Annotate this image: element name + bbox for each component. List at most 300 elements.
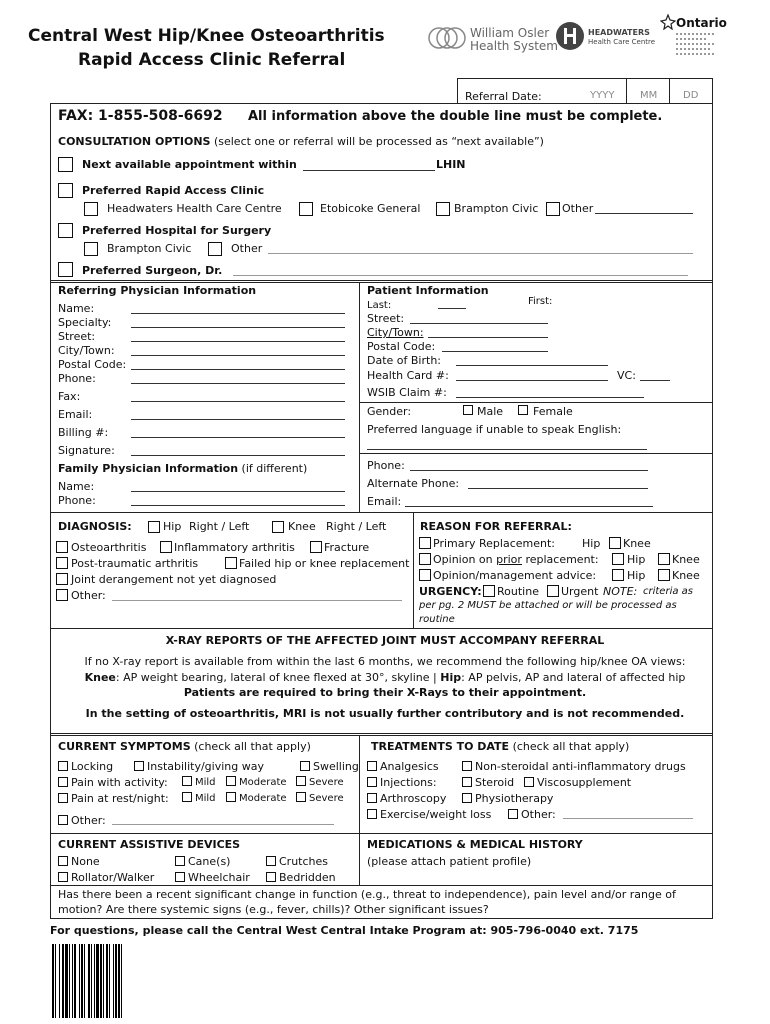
xray-line4: In the setting of osteoarthritis, MRI is not usually further contributory and is not recommended. <box>85 707 685 720</box>
assistive-crutches-checkbox[interactable] <box>266 856 276 866</box>
treatments-heading-note: (check all that apply) <box>512 740 630 753</box>
patient-postal-field[interactable] <box>442 351 548 352</box>
patient-postal-label: Postal Code: <box>367 340 436 353</box>
lhin-label: LHIN <box>436 158 466 171</box>
urgency-urgent-checkbox[interactable] <box>547 585 559 597</box>
reason-prior-hip-checkbox[interactable] <box>612 553 624 565</box>
patient-health-card-label: Health Card #: <box>367 369 449 382</box>
family-heading-note: (if different) <box>241 462 308 475</box>
clinic-other-field[interactable] <box>595 213 693 214</box>
consultation-heading-label: CONSULTATION OPTIONS <box>58 135 211 148</box>
referring-city-field[interactable] <box>131 355 345 356</box>
referring-signature-field[interactable] <box>131 455 345 456</box>
urgency-note-label: NOTE: <box>603 585 638 598</box>
barcode-bar <box>65 944 68 1018</box>
change-question-line2: motion? Are there systemic signs (e.g., fever, chills)? Other significant issues? <box>58 903 489 916</box>
medications-heading: MEDICATIONS & MEDICAL HISTORY <box>367 838 583 851</box>
arthroscopy-checkbox[interactable] <box>367 793 377 803</box>
clinic-etobicoke-checkbox[interactable] <box>299 202 313 216</box>
double-line-bottom <box>50 282 713 283</box>
clinic-other-checkbox[interactable] <box>546 202 560 216</box>
referral-date-label: Referral Date: <box>465 90 542 103</box>
urgency-note-line3: routine <box>419 614 455 625</box>
reason-primary-label: Primary Replacement: <box>433 537 555 550</box>
clinic-brampton-label: Brampton Civic <box>454 202 539 215</box>
physio-label: Physiotherapy <box>475 792 554 805</box>
family-name-field[interactable] <box>131 491 345 492</box>
diagnosis-knee-label: Knee <box>288 520 316 533</box>
ontario-small-print <box>676 31 716 61</box>
pain-rest-mild-checkbox[interactable] <box>182 792 192 802</box>
osler-name-line2: Health System <box>470 39 558 53</box>
symptom-other-field[interactable] <box>112 824 334 825</box>
analgesics-checkbox[interactable] <box>367 761 377 771</box>
treatment-nsaids <box>462 760 686 773</box>
swelling-label: Swelling <box>313 760 359 773</box>
reason-primary-knee-checkbox[interactable] <box>609 537 621 549</box>
clinic-headwaters-checkbox[interactable] <box>84 202 98 216</box>
next-available-label: Next available appointment within <box>82 158 297 171</box>
patient-vc-field[interactable] <box>640 380 670 381</box>
dx-post-traumatic-label: Post-traumatic arthritis <box>71 557 199 570</box>
patient-street-field[interactable] <box>410 323 548 324</box>
xray-knee-label: Knee <box>84 671 116 684</box>
assistive-bedridden <box>266 871 336 884</box>
patient-email-field[interactable] <box>405 506 653 507</box>
family-phone-label: Phone: <box>58 494 96 507</box>
diagnosis-hip-side: Right / Left <box>189 520 250 533</box>
date-day-field[interactable]: DD <box>683 90 699 101</box>
pain-activity-severe-checkbox[interactable] <box>296 776 306 786</box>
visco-label: Viscosupplement <box>537 776 632 789</box>
preferred-clinic-checkbox[interactable] <box>58 183 73 198</box>
patient-city-label: City/Town: <box>367 326 424 339</box>
headwaters-name-line1: HEADWATERS <box>588 28 650 37</box>
preferred-clinic-label: Preferred Rapid Access Clinic <box>82 184 265 197</box>
barcode-bar <box>59 944 60 1018</box>
date-divider-2 <box>669 78 670 104</box>
treatment-physio <box>462 792 553 805</box>
locking-label: Locking <box>71 760 114 773</box>
ontario-trillium-icon <box>660 14 676 33</box>
referring-street-field[interactable] <box>131 341 345 342</box>
pain-activity-checkbox[interactable] <box>58 777 68 787</box>
pain-rest-mild <box>182 792 216 804</box>
symptom-locking <box>58 760 113 773</box>
preferred-surgeon-label: Preferred Surgeon, Dr. <box>82 264 223 277</box>
barcode-bar <box>109 944 110 1018</box>
instability-label: Instability/giving way <box>147 760 264 773</box>
arthroscopy-label: Arthroscopy <box>380 792 447 805</box>
pain-activity-moderate-checkbox[interactable] <box>226 776 236 786</box>
symptoms-treatments-divider <box>359 735 360 885</box>
treatments-heading <box>371 740 629 753</box>
assistive-wheelchair <box>175 871 250 884</box>
diagnosis-hip-label: Hip <box>163 520 182 533</box>
steroid-checkbox[interactable] <box>462 777 472 787</box>
patient-gender-label: Gender: <box>367 405 412 418</box>
barcode-bar <box>72 944 73 1018</box>
headwaters-name-line2: Health Care Centre <box>588 38 656 46</box>
patient-phone-label: Phone: <box>367 459 405 472</box>
pain-activity-severe <box>296 776 344 788</box>
barcode-bar <box>81 944 83 1018</box>
patient-divider-2 <box>359 453 713 454</box>
next-available-checkbox[interactable] <box>58 157 73 172</box>
injections-checkbox[interactable] <box>367 777 377 787</box>
referring-name-label: Name: <box>58 302 95 315</box>
treatment-arthroscopy <box>367 792 446 805</box>
referring-specialty-label: Specialty: <box>58 316 112 329</box>
barcode-bar <box>100 944 102 1018</box>
barcode-bar <box>91 944 92 1018</box>
dx-joint-derangement-label: Joint derangement not yet diagnosed <box>71 573 277 586</box>
barcode-bar <box>84 944 85 1018</box>
barcode <box>52 944 182 1021</box>
patient-alt-phone-label: Alternate Phone: <box>367 477 460 490</box>
assistive-wheelchair-checkbox[interactable] <box>175 872 185 882</box>
osler-name-line1: William Osler <box>470 26 550 40</box>
nsaids-label: Non-steroidal anti-inflammatory drugs <box>475 760 686 773</box>
preferred-hospital-checkbox[interactable] <box>58 223 73 238</box>
barcode-bar <box>113 944 114 1018</box>
form-title-line1: Central West Hip/Knee Osteoarthritis <box>28 26 385 46</box>
locking-checkbox[interactable] <box>58 761 68 771</box>
urgency-label: URGENCY: <box>419 585 482 598</box>
patient-wsib-field[interactable] <box>456 397 644 398</box>
exercise-label: Exercise/weight loss <box>380 808 492 821</box>
family-phone-field[interactable] <box>131 505 345 506</box>
pain-activity-severe-label: Severe <box>309 777 344 788</box>
change-question-line1: Has there been a recent significant change in function (e.g., threat to independence), pain level and/or range of <box>58 888 676 901</box>
preferred-surgeon-field[interactable] <box>233 275 688 276</box>
gender-male-checkbox[interactable] <box>463 405 473 415</box>
fax-number: FAX: 1-855-508-6692 <box>58 108 223 124</box>
headwaters-logo-icon <box>555 20 585 55</box>
clinic-brampton-checkbox[interactable] <box>436 202 450 216</box>
pain-activity-moderate <box>226 776 287 788</box>
hospital-other-field[interactable] <box>268 253 693 254</box>
gender-female-label: Female <box>533 405 573 418</box>
patient-email-label: Email: <box>367 495 402 508</box>
form-title-line2: Rapid Access Clinic Referral <box>78 50 346 70</box>
patient-language-label: Preferred language if unable to speak English: <box>367 423 622 436</box>
pain-activity-label: Pain with activity: <box>71 776 168 789</box>
referring-patient-divider <box>359 282 360 512</box>
treatments-heading-label: TREATMENTS TO DATE <box>371 740 510 753</box>
urgency-note-line1: criteria as <box>643 586 693 597</box>
symptom-instability <box>134 760 264 773</box>
dx-other-label: Other: <box>71 589 106 602</box>
osler-logo-icon <box>427 24 467 52</box>
dx-other-field[interactable] <box>112 600 402 601</box>
dx-fracture-label: Fracture <box>324 541 370 554</box>
diagnosis-knee-checkbox[interactable] <box>272 521 284 533</box>
assistive-cane-label: Cane(s) <box>188 855 231 868</box>
assistive-wheelchair-label: Wheelchair <box>188 871 250 884</box>
treatment-steroid <box>462 776 514 789</box>
dx-post-traumatic-checkbox[interactable] <box>56 557 68 569</box>
analgesics-label: Analgesics <box>380 760 439 773</box>
clinic-headwaters-label: Headwaters Health Care Centre <box>107 202 282 215</box>
referring-postal-label: Postal Code: <box>58 358 127 371</box>
patient-street-label: Street: <box>367 312 405 325</box>
assistive-heading: CURRENT ASSISTIVE DEVICES <box>58 838 241 851</box>
assistive-bedridden-checkbox[interactable] <box>266 872 276 882</box>
section-divider-xray <box>50 628 713 629</box>
barcode-bar <box>115 944 117 1018</box>
referring-heading: Referring Physician Information <box>58 284 257 297</box>
referring-email-label: Email: <box>58 408 93 421</box>
treatment-other-checkbox[interactable] <box>508 809 518 819</box>
patient-health-card-field[interactable] <box>456 380 608 381</box>
diagnosis-knee-side: Right / Left <box>326 520 387 533</box>
reason-heading: REASON FOR REFERRAL: <box>420 520 572 533</box>
pain-rest-moderate <box>226 792 287 804</box>
assistive-crutches <box>266 855 328 868</box>
patient-heading: Patient Information <box>367 284 489 297</box>
diagnosis-heading: DIAGNOSIS: <box>58 520 132 533</box>
referring-street-label: Street: <box>58 330 96 343</box>
treatment-visco <box>524 776 631 789</box>
dx-failed-replacement-label: Failed hip or knee replacement <box>239 557 410 570</box>
section-divider-symptoms-top <box>50 733 713 734</box>
reason-primary-knee-label: Knee <box>623 537 651 550</box>
preferred-hospital-label: Preferred Hospital for Surgery <box>82 224 272 237</box>
barcode-bar <box>106 944 108 1018</box>
section-divider-assistive <box>50 833 713 834</box>
family-name-label: Name: <box>58 480 95 493</box>
barcode-bar <box>121 944 122 1018</box>
assistive-none-checkbox[interactable] <box>58 856 68 866</box>
referring-email-field[interactable] <box>131 419 345 420</box>
pain-activity-mild-label: Mild <box>195 777 216 788</box>
treatment-other-field[interactable] <box>563 818 693 819</box>
patient-language-field[interactable] <box>367 449 647 450</box>
barcode-bar <box>118 944 120 1018</box>
symptoms-heading <box>58 740 311 753</box>
referring-city-label: City/Town: <box>58 344 115 357</box>
double-line-top <box>50 280 713 281</box>
pain-rest-severe-checkbox[interactable] <box>296 792 306 802</box>
fax-note: All information above the double line must be complete. <box>248 109 663 124</box>
dx-joint-derangement-checkbox[interactable] <box>56 573 68 585</box>
assistive-bedridden-label: Bedridden <box>279 871 336 884</box>
reason-opinion-mgmt-label: Opinion/management advice: <box>433 569 597 582</box>
treatment-exercise <box>367 808 491 821</box>
dx-inflammatory-label: Inflammatory arthritis <box>174 541 295 554</box>
hospital-other-label: Other <box>231 242 263 255</box>
urgency-routine-label: Routine <box>497 585 539 598</box>
patient-vc-label: VC: <box>617 369 636 382</box>
section-divider-diagnosis <box>50 512 713 513</box>
treatment-other <box>508 808 556 821</box>
section-divider-change <box>50 885 713 886</box>
exercise-checkbox[interactable] <box>367 809 377 819</box>
reason-mgmt-knee-checkbox[interactable] <box>658 569 670 581</box>
reason-opinion-prior-label <box>433 553 599 566</box>
assistive-crutches-label: Crutches <box>279 855 329 868</box>
symptoms-heading-label: CURRENT SYMPTOMS <box>58 740 191 753</box>
reason-prior-hip-label: Hip <box>627 553 646 566</box>
date-divider-1 <box>626 78 627 104</box>
diagnosis-hip-checkbox[interactable] <box>148 521 160 533</box>
clinic-other-label: Other <box>562 202 594 215</box>
family-heading-label: Family Physician Information <box>58 462 239 475</box>
barcode-bar <box>52 944 54 1018</box>
pain-rest-severe <box>296 792 344 804</box>
pain-rest-checkbox[interactable] <box>58 793 68 803</box>
reason-mgmt-knee-label: Knee <box>672 569 700 582</box>
consultation-heading-note: (select one or referral will be processed as “next available”) <box>213 135 544 148</box>
xray-knee-views: : AP weight bearing, lateral of knee flexed at 30°, skyline | <box>115 671 441 684</box>
urgency-urgent-label: Urgent <box>561 585 599 598</box>
dx-osteoarthritis-checkbox[interactable] <box>56 541 68 553</box>
xray-line2 <box>0 671 770 684</box>
gender-female-checkbox[interactable] <box>518 405 528 415</box>
referring-billing-label: Billing #: <box>58 426 109 439</box>
date-month-field[interactable]: MM <box>640 90 658 101</box>
barcode-bar <box>103 944 104 1018</box>
assistive-none-label: None <box>71 855 100 868</box>
treatment-other-label: Other: <box>521 808 556 821</box>
footer-questions: For questions, please call the Central West Central Intake Program at: 905-796-0040 ext. 7175 <box>50 924 639 937</box>
visco-checkbox[interactable] <box>524 777 534 787</box>
reason-opinion-prior-checkbox[interactable] <box>419 553 431 565</box>
referring-specialty-field[interactable] <box>131 327 345 328</box>
reason-primary-hip-label: Hip <box>582 537 601 550</box>
pain-rest-moderate-label: Moderate <box>239 793 287 804</box>
treatment-analgesics <box>367 760 439 773</box>
dx-other-checkbox[interactable] <box>56 589 68 601</box>
barcode-bar <box>55 944 56 1018</box>
hospital-brampton-checkbox[interactable] <box>84 242 98 256</box>
assistive-none <box>58 855 100 868</box>
referring-signature-label: Signature: <box>58 444 115 457</box>
referring-postal-field[interactable] <box>131 369 345 370</box>
family-physician-heading <box>58 462 307 475</box>
patient-last-field[interactable] <box>438 308 466 309</box>
barcode-bar <box>74 944 76 1018</box>
medications-note: (please attach patient profile) <box>367 855 532 868</box>
assistive-walker-checkbox[interactable] <box>58 872 68 882</box>
urgency-routine-checkbox[interactable] <box>483 585 495 597</box>
section-divider-symptoms-top2 <box>50 735 713 736</box>
patient-phone-field[interactable] <box>410 470 648 471</box>
patient-divider-1 <box>359 402 713 403</box>
lhin-field[interactable] <box>303 170 435 171</box>
date-year-field[interactable]: YYYY <box>590 90 615 101</box>
referring-name-field[interactable] <box>131 313 345 314</box>
assistive-walker-label: Rollator/Walker <box>71 871 155 884</box>
gender-male-label: Male <box>477 405 504 418</box>
replacement-text: replacement: <box>521 553 599 566</box>
steroid-label: Steroid <box>475 776 515 789</box>
reason-primary-checkbox[interactable] <box>419 537 431 549</box>
referring-phone-field[interactable] <box>131 383 345 384</box>
symptom-other <box>58 814 106 827</box>
clinic-etobicoke-label: Etobicoke General <box>320 202 421 215</box>
nsaids-checkbox[interactable] <box>462 761 472 771</box>
swelling-checkbox[interactable] <box>300 761 310 771</box>
patient-first-label: First: <box>528 296 553 307</box>
xray-heading: X-RAY REPORTS OF THE AFFECTED JOINT MUST ACCOMPANY REFERRAL <box>165 634 605 647</box>
pain-activity-moderate-label: Moderate <box>239 777 287 788</box>
reason-opinion-mgmt-checkbox[interactable] <box>419 569 431 581</box>
dx-osteoarthritis-label: Osteoarthritis <box>71 541 147 554</box>
patient-dob-label: Date of Birth: <box>367 354 442 367</box>
dx-fracture-checkbox[interactable] <box>310 541 322 553</box>
symptoms-heading-note: (check all that apply) <box>194 740 311 753</box>
symptom-pain-activity <box>58 776 168 789</box>
barcode-bar <box>88 944 90 1018</box>
patient-city-field[interactable] <box>428 337 548 338</box>
assistive-walker <box>58 871 154 884</box>
urgency-note-line2: per pg. 2 MUST be attached or will be processed as <box>419 600 677 611</box>
assistive-cane-checkbox[interactable] <box>175 856 185 866</box>
symptom-other-label: Other: <box>71 814 106 827</box>
assistive-cane <box>175 855 230 868</box>
treatment-injections <box>367 776 437 789</box>
pain-rest-moderate-checkbox[interactable] <box>226 792 236 802</box>
patient-wsib-label: WSIB Claim #: <box>367 386 447 399</box>
reason-mgmt-hip-checkbox[interactable] <box>612 569 624 581</box>
consultation-heading <box>58 135 544 148</box>
xray-line1: If no X-ray report is available from within the last 6 months, we recommend the following hip/knee OA views: <box>84 655 686 668</box>
patient-alt-phone-field[interactable] <box>468 488 648 489</box>
barcode-bar <box>96 944 99 1018</box>
patient-last-label: Last: <box>367 300 392 311</box>
dx-failed-replacement-checkbox[interactable] <box>225 557 237 569</box>
preferred-surgeon-checkbox[interactable] <box>58 262 73 277</box>
referring-fax-label: Fax: <box>58 390 81 403</box>
reason-prior-knee-label: Knee <box>672 553 700 566</box>
reason-mgmt-hip-label: Hip <box>627 569 646 582</box>
reason-prior-knee-checkbox[interactable] <box>658 553 670 565</box>
diagnosis-reason-divider <box>413 512 414 628</box>
hospital-brampton-label: Brampton Civic <box>107 242 192 255</box>
xray-hip-views: : AP pelvis, AP and lateral of affected hip <box>461 671 686 684</box>
opinion-on-text: Opinion on <box>433 553 497 566</box>
symptom-swelling <box>300 760 359 773</box>
xray-line3: Patients are required to bring their X-Rays to their appointment. <box>183 686 587 699</box>
symptom-other-checkbox[interactable] <box>58 815 68 825</box>
pain-activity-mild <box>182 776 216 788</box>
pain-activity-mild-checkbox[interactable] <box>182 776 192 786</box>
barcode-bar <box>79 944 80 1018</box>
dx-inflammatory-checkbox[interactable] <box>160 541 172 553</box>
barcode-bar <box>94 944 95 1018</box>
physio-checkbox[interactable] <box>462 793 472 803</box>
hospital-other-checkbox[interactable] <box>208 242 222 256</box>
prior-text: prior <box>496 553 522 566</box>
patient-dob-field[interactable] <box>456 365 608 366</box>
referring-phone-label: Phone: <box>58 372 96 385</box>
injections-label: Injections: <box>380 776 437 789</box>
barcode-bar <box>62 944 64 1018</box>
pain-rest-mild-label: Mild <box>195 793 216 804</box>
instability-checkbox[interactable] <box>134 761 144 771</box>
referring-fax-field[interactable] <box>131 401 345 402</box>
symptom-pain-rest <box>58 792 169 805</box>
ontario-wordmark: Ontario <box>676 16 727 30</box>
pain-rest-severe-label: Severe <box>309 793 344 804</box>
referring-billing-field[interactable] <box>131 437 345 438</box>
xray-hip-label: Hip <box>440 671 462 684</box>
osler-logo <box>427 24 467 55</box>
pain-rest-label: Pain at rest/night: <box>71 792 169 805</box>
barcode-bar <box>69 944 70 1018</box>
